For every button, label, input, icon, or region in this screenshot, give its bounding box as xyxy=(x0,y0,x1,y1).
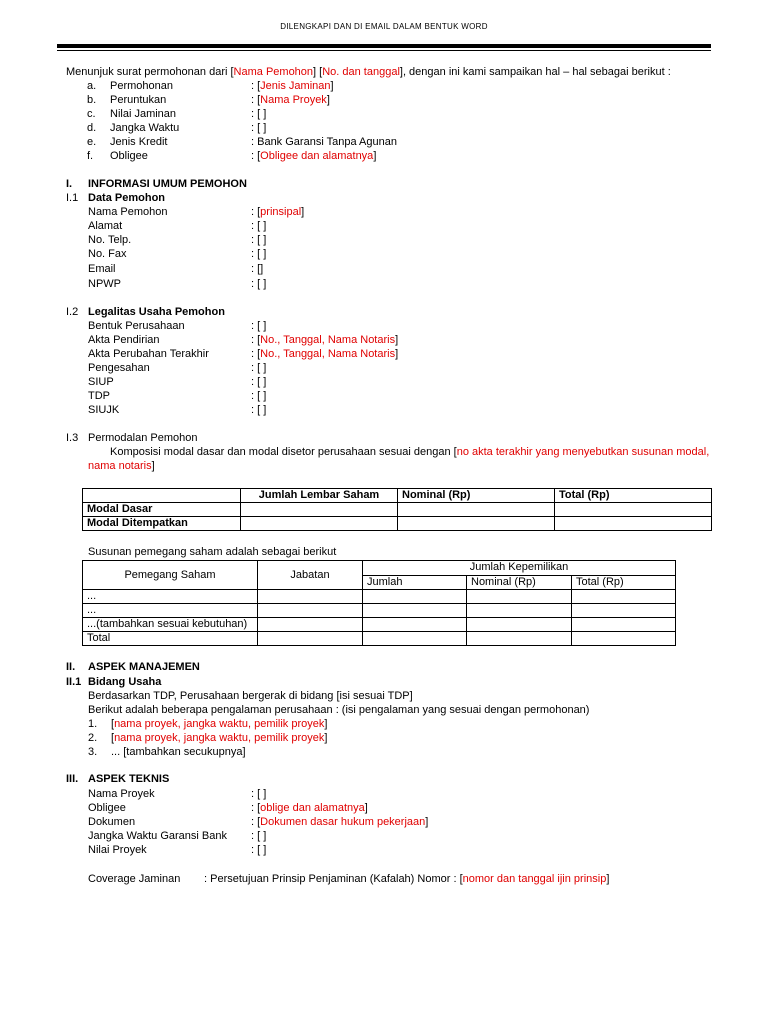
row-label: ... xyxy=(83,590,258,604)
field-value: : [ ] xyxy=(251,830,267,842)
field-value: : [prinsipal] xyxy=(251,206,305,218)
field-label: SIUP xyxy=(88,376,114,388)
table-header-cell: Jumlah xyxy=(363,575,467,590)
shareholder-intro: Susunan pemegang saham adalah sebagai berikut xyxy=(88,546,337,558)
table-header-cell: Total (Rp) xyxy=(572,575,676,590)
field-value: : [ ] xyxy=(251,844,267,856)
field-label: Obligee xyxy=(88,802,126,814)
field-value: : [ ] xyxy=(251,376,267,388)
row-label: Modal Ditempatkan xyxy=(83,517,241,531)
section-title: ASPEK MANAJEMEN xyxy=(88,661,200,673)
table-cell[interactable] xyxy=(258,604,363,618)
list-number: 2. xyxy=(88,732,98,744)
item-letter: a. xyxy=(87,80,97,92)
coverage-value: : Persetujuan Prinsip Penjaminan (Kafalah) Nomor : [nomor dan tanggal ijin prinsip] xyxy=(204,873,610,885)
field-value: : [ ] xyxy=(251,248,267,260)
table-header-row xyxy=(83,561,676,576)
item-label: Obligee xyxy=(110,150,148,162)
field-label: No. Fax xyxy=(88,248,127,260)
field-value: : [ ] xyxy=(251,788,267,800)
item-label: Jangka Waktu xyxy=(110,122,180,134)
capital-paragraph-line1: Komposisi modal dasar dan modal disetor perusahaan sesuai dengan [no akta terakhir yang menyebutkan susunan modal, xyxy=(110,446,710,458)
field-label: Bentuk Perusahaan xyxy=(88,320,185,332)
table-cell[interactable] xyxy=(467,590,572,604)
item-label: Permohonan xyxy=(110,80,173,92)
table-cell[interactable] xyxy=(555,503,712,517)
item-value: : [ ] xyxy=(251,122,267,134)
section-number: III. xyxy=(66,773,79,785)
subsection-number: I.3 xyxy=(66,432,79,444)
item-letter: e. xyxy=(87,136,97,148)
business-field-line: Berdasarkan TDP, Perusahaan bergerak di bidang [isi sesuai TDP] xyxy=(88,690,413,702)
coverage-label: Coverage Jaminan xyxy=(88,873,181,885)
field-value: : [ ] xyxy=(251,320,267,332)
field-label: Akta Perubahan Terakhir xyxy=(88,348,209,360)
field-label: No. Telp. xyxy=(88,234,132,246)
table-cell[interactable] xyxy=(398,503,555,517)
subsection-number: I.1 xyxy=(66,192,79,204)
field-label: Jangka Waktu Garansi Bank xyxy=(88,830,227,842)
table-cell[interactable] xyxy=(258,632,363,646)
table-cell[interactable] xyxy=(572,632,676,646)
table-header-cell xyxy=(83,489,241,503)
row-label: ... xyxy=(83,604,258,618)
header-rule-thin xyxy=(57,50,711,51)
table-cell[interactable] xyxy=(363,618,467,632)
table-cell[interactable] xyxy=(467,604,572,618)
row-label: ...(tambahkan sesuai kebutuhan) xyxy=(83,618,258,632)
field-label: Alamat xyxy=(88,220,123,232)
table-cell[interactable] xyxy=(258,590,363,604)
field-label: SIUJK xyxy=(88,404,120,416)
item-letter: c. xyxy=(87,108,96,120)
table-cell[interactable] xyxy=(572,604,676,618)
shareholder-table xyxy=(82,560,676,646)
section-title: ASPEK TEKNIS xyxy=(88,773,170,785)
field-value: : [ ] xyxy=(251,234,267,246)
list-number: 3. xyxy=(88,746,98,758)
capital-table xyxy=(82,488,712,531)
field-label: Akta Pendirian xyxy=(88,334,160,346)
item-label: Peruntukan xyxy=(110,94,167,106)
item-value: : [Nama Proyek] xyxy=(251,94,330,106)
table-cell[interactable] xyxy=(555,517,712,531)
table-header-cell: Nominal (Rp) xyxy=(398,489,555,503)
table-cell[interactable] xyxy=(572,590,676,604)
field-label: NPWP xyxy=(88,278,121,290)
intro-line: Menunjuk surat permohonan dari [Nama Pemohon] [No. dan tanggal], dengan ini kami sampaikan hal – hal sebagai berikut : xyxy=(66,66,671,78)
table-cell[interactable] xyxy=(398,517,555,531)
subsection-title: Data Pemohon xyxy=(88,192,166,204)
field-label: Nilai Proyek xyxy=(88,844,147,856)
row-label: Total xyxy=(83,632,258,646)
table-header-cell: Jumlah Lembar Saham xyxy=(241,489,398,503)
table-header-cell: Jumlah Kepemilikan xyxy=(363,561,676,576)
field-label: Email xyxy=(88,263,116,275)
document-header: DILENGKAPI DAN DI EMAIL DALAM BENTUK WORD xyxy=(280,22,488,31)
item-value: : [Jenis Jaminan] xyxy=(251,80,334,92)
table-row xyxy=(83,618,676,632)
table-cell[interactable] xyxy=(241,503,398,517)
table-cell[interactable] xyxy=(258,618,363,632)
field-value: : [ ] xyxy=(251,404,267,416)
field-value: : [ ] xyxy=(251,362,267,374)
field-value: : [No., Tanggal, Nama Notaris] xyxy=(251,334,399,346)
field-label: Pengesahan xyxy=(88,362,150,374)
list-item: ... [tambahkan secukupnya] xyxy=(111,746,246,758)
table-row xyxy=(83,590,676,604)
item-letter: d. xyxy=(87,122,97,134)
table-cell[interactable] xyxy=(467,632,572,646)
table-cell[interactable] xyxy=(363,604,467,618)
subsection-number: I.2 xyxy=(66,306,79,318)
section-title: INFORMASI UMUM PEMOHON xyxy=(88,178,247,190)
field-value: : [ ] xyxy=(251,278,267,290)
table-header-cell: Jabatan xyxy=(258,561,363,590)
field-value: : [] xyxy=(251,263,264,275)
capital-paragraph-line2: nama notaris] xyxy=(88,460,155,472)
table-cell[interactable] xyxy=(363,632,467,646)
item-letter: f. xyxy=(87,150,94,162)
subsection-title: Bidang Usaha xyxy=(88,676,162,688)
item-letter: b. xyxy=(87,94,97,106)
table-row xyxy=(83,517,712,531)
list-item: [nama proyek, jangka waktu, pemilik proyek] xyxy=(111,718,328,730)
experience-intro-line: Berikut adalah beberapa pengalaman perusahaan : (isi pengalaman yang sesuai dengan permohonan) xyxy=(88,704,590,716)
header-rule-thick xyxy=(57,44,711,48)
field-value: : [ ] xyxy=(251,390,267,402)
item-value: : Bank Garansi Tanpa Agunan xyxy=(251,136,397,148)
table-row xyxy=(83,604,676,618)
table-header-cell: Pemegang Saham xyxy=(83,561,258,590)
item-value: : [ ] xyxy=(251,108,267,120)
table-header-row xyxy=(83,489,712,503)
row-label: Modal Dasar xyxy=(83,503,241,517)
subsection-number: II.1 xyxy=(66,676,82,688)
list-item: [nama proyek, jangka waktu, pemilik proyek] xyxy=(111,732,328,744)
field-value: : [oblige dan alamatnya] xyxy=(251,802,368,814)
item-label: Nilai Jaminan xyxy=(110,108,177,120)
table-cell[interactable] xyxy=(467,618,572,632)
item-value: : [Obligee dan alamatnya] xyxy=(251,150,377,162)
field-label: Nama Pemohon xyxy=(88,206,168,218)
section-number: II. xyxy=(66,661,76,673)
table-cell[interactable] xyxy=(572,618,676,632)
subsection-title: Legalitas Usaha Pemohon xyxy=(88,306,225,318)
item-label: Jenis Kredit xyxy=(110,136,168,148)
field-label: Dokumen xyxy=(88,816,136,828)
field-label: TDP xyxy=(88,390,110,402)
field-value: : [ ] xyxy=(251,220,267,232)
table-header-cell: Total (Rp) xyxy=(555,489,712,503)
table-cell[interactable] xyxy=(363,590,467,604)
table-cell[interactable] xyxy=(241,517,398,531)
table-row xyxy=(83,503,712,517)
field-value: : [No., Tanggal, Nama Notaris] xyxy=(251,348,399,360)
field-value: : [Dokumen dasar hukum pekerjaan] xyxy=(251,816,429,828)
table-total-row xyxy=(83,632,676,646)
section-number: I. xyxy=(66,178,73,190)
table-header-cell: Nominal (Rp) xyxy=(467,575,572,590)
field-label: Nama Proyek xyxy=(88,788,155,800)
list-number: 1. xyxy=(88,718,98,730)
subsection-title: Permodalan Pemohon xyxy=(88,432,198,444)
